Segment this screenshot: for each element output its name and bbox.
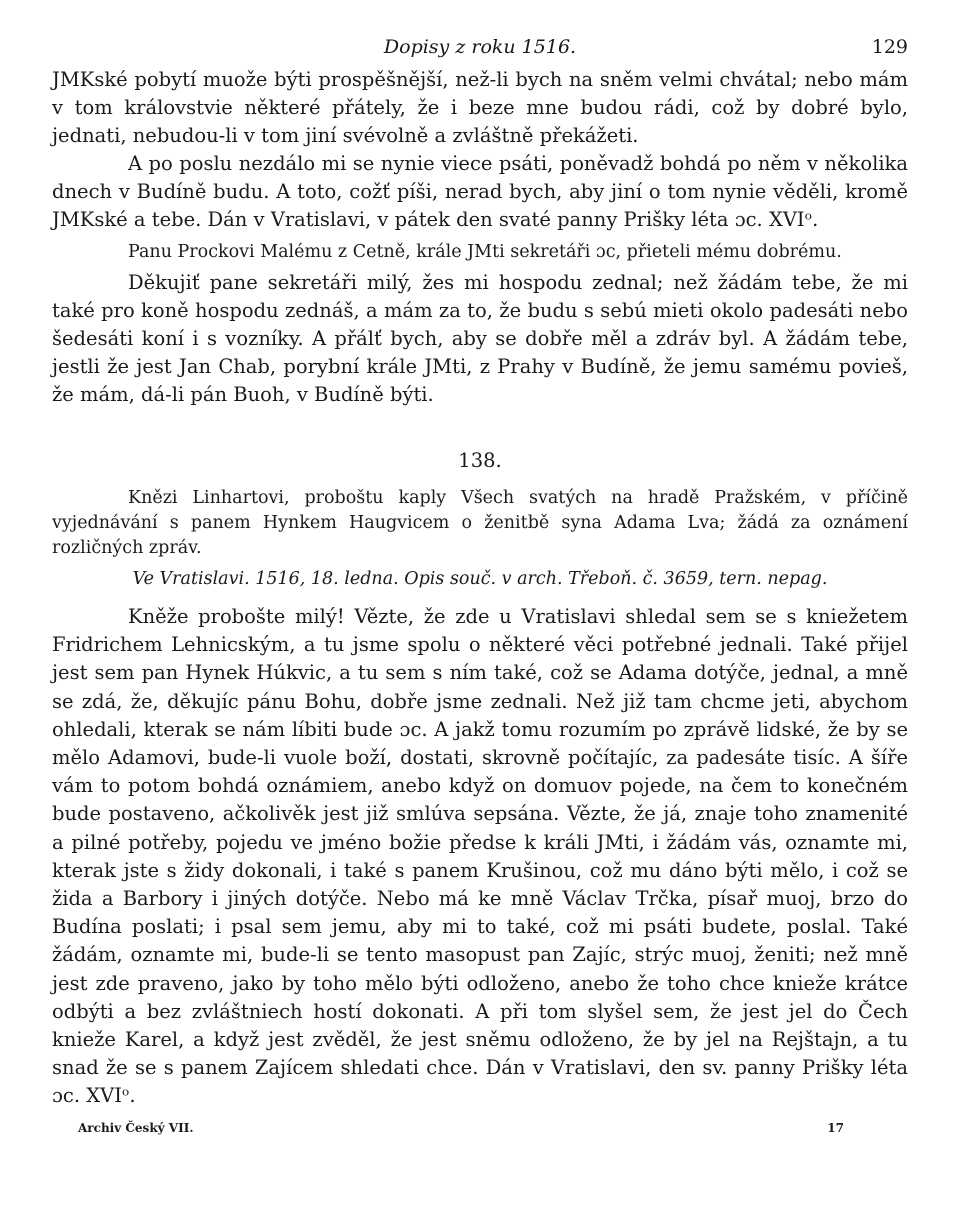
prev-letter-paragraph-3: Děkujiť pane sekretáři milý, žes mi hospodu zednal; než žádám tebe, že mi také pro koně hospodu zednáš, a mám za to, že budu s sebú mieti okolo padesáti nebo šedesáti koní i s vozníky. A přálť bych, aby se dobře měl a zdráv byl. A žádám tebe, jestli že jest Jan Chab, porybní krále JMti, z Prahy v Budíně, že jemu samému povieš, že mám, dá-li pán Buoh, v Budíně býti. (52, 271, 908, 406)
footer-signature: Archiv Český VII. (78, 1120, 194, 1135)
prev-letter-paragraph-1: JMKské pobytí muože býti prospěšnější, než-li bych na sněm velmi chvátal; nebo mám v tom královstvie některé přátely, že i beze mne budou rádi, což by dobré bylo, jednati, nebudou-li v tom jiní svévolně a zvláštně překážeti. (52, 68, 908, 147)
letter-text: Kněže probošte milý! Vězte, že zde u Vratislavi shledal sem se s kniežetem Fridrichem Lehnicským, a tu jsme spolu o některé věci potřebné jednali. Také přijel jest sem pan Hynek Húkvic, a tu sem s ním také, což se Adama dotýče, jednal, a mně se zdá, že, děkujíc pánu Bohu, dobře jsme zednali. Než již tam chcme jeti, abychom ohledali, kterak se nám líbiti bude ɔc. A jakž tomu rozumím po zprávě lidské, že by se mělo Adamovi, bude-li vuole boží, dostati, skrovně počítajíc, za padesáte tisíc. A šíře vám to potom bohdá oznámiem, anebo když on domuov pojede, na čem to konečném bude postaveno, ačkolivěk jest již smlúva sepsána. Vězte, že já, znaje toho znamenité a pilné potřeby, pojedu ve jméno božie předse k králi JMti, i žádám vás, oznamte mi, kterak jste s židy dokonali, i také s panem Krušinou, což mu dáno býti mělo, i což se žida a Barbory i jiných dotýče. Nebo má ke mně Václav Trčka, písař muoj, brzo do Budína poslati; i psal sem jemu, aby mi to také, což mi psáti budete, poslal. Také žádám, oznamte mi, bude-li se tento masopust pan Zajíc, strýc muoj, ženiti; než mně jest zde praveno, jako by toho mělo býti odloženo, anebo že toho chce knieže krátce odbýti a bez zvláštniech hostí dokonati. A při tom slyšel sem, že jest jel do Čech knieže Karel, a když jest zvěděl, že jest sněmu odloženo, že by jel na Rejštajn, a tu snad že se s panem Zajícem shledati chce. Dán v Vratislavi, den sv. panny Prišky léta ɔc. XVIᵒ. (52, 605, 908, 1108)
prev-letter-address: Panu Prockovi Malému z Cetně, krále JMti sekretáři ɔc, přieteli mému dobrému. (128, 242, 842, 262)
prev-letter-paragraph-2: A po poslu nezdálo mi se nynie viece psáti, poněvadž bohdá po něm v několika dnech v Budíně budu. A toto, cožť píši, nerad bych, aby jiní o tom nynie věděli, kromě JMKské a tebe. Dán v Vratislavi, v pátek den svaté panny Prišky léta ɔc. XVIᵒ. (52, 152, 908, 231)
letter-source: Ve Vratislavi. 1516, 18. ledna. Opis souč. v arch. Třeboň. č. 3659, tern. nepag. (132, 569, 828, 589)
page-footer (52, 1121, 908, 1141)
running-title: Dopisy z roku 1516. (383, 36, 577, 58)
page-number: 129 (871, 36, 908, 58)
footer-sheet-number: 17 (827, 1120, 844, 1135)
letter-summary: Knězi Linhartovi, proboštu kaply Všech svatých na hradě Pražském, v příčině vyjednávání s panem Hynkem Haugvicem o ženitbě syna Adama Lva; žádá za oznámení rozličných zpráv. (52, 488, 908, 558)
page (52, 36, 908, 1141)
letter-number: 138. (458, 449, 502, 472)
page-header (52, 36, 908, 66)
